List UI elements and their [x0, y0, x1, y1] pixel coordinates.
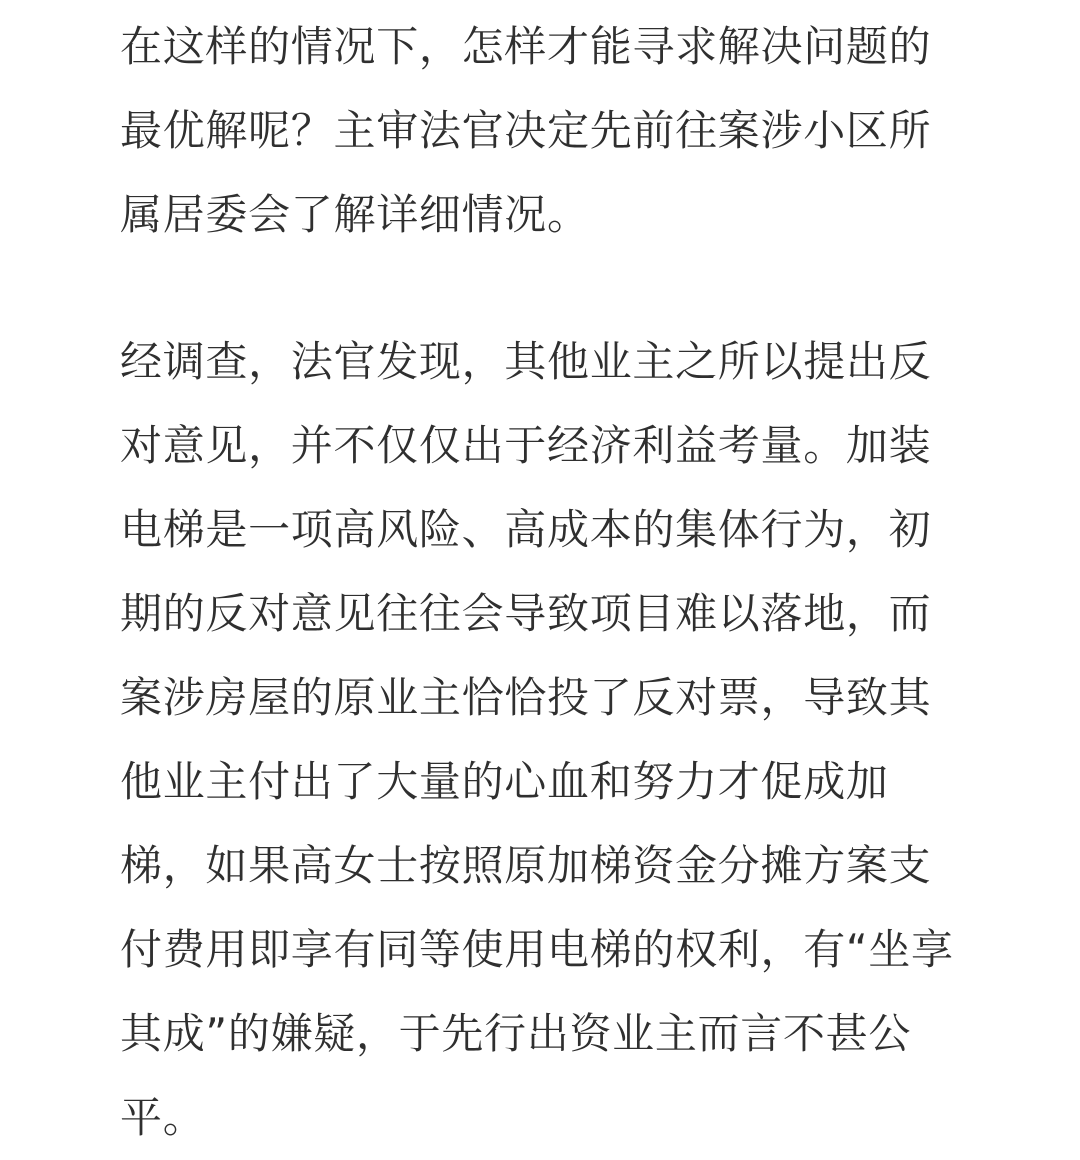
text-line: 最优解呢？主审法官决定先前往案涉小区所 — [120, 106, 932, 155]
text-line: 属居委会了解详细情况。 — [120, 190, 590, 239]
text-line: 在这样的情况下，怎样才能寻求解决问题的 — [120, 22, 932, 71]
paragraph-2 — [120, 320, 965, 1160]
text-line: 梯，如果高女士按照原加梯资金分摊方案支 — [120, 841, 932, 890]
text-line: 他业主付出了大量的心血和努力才促成加 — [120, 757, 889, 806]
text-line: 对意见，并不仅仅出于经济利益考量。加装 — [120, 421, 932, 470]
text-line: 付费用即享有同等使用电梯的权利，有“坐享 — [120, 925, 954, 974]
text-line: 其成”的嫌疑，于先行出资业主而言不甚公 — [120, 1009, 912, 1058]
text-line: 电梯是一项高风险、高成本的集体行为，初 — [120, 505, 932, 554]
paragraph-spacer — [120, 257, 965, 320]
text-line: 平。 — [120, 1093, 206, 1142]
text-line: 案涉房屋的原业主恰恰投了反对票，导致其 — [120, 673, 932, 722]
paragraph-1 — [120, 5, 965, 257]
article-body — [120, 0, 965, 1160]
text-line: 经调查，法官发现，其他业主之所以提出反 — [120, 337, 932, 386]
text-line: 期的反对意见往往会导致项目难以落地，而 — [120, 589, 932, 638]
